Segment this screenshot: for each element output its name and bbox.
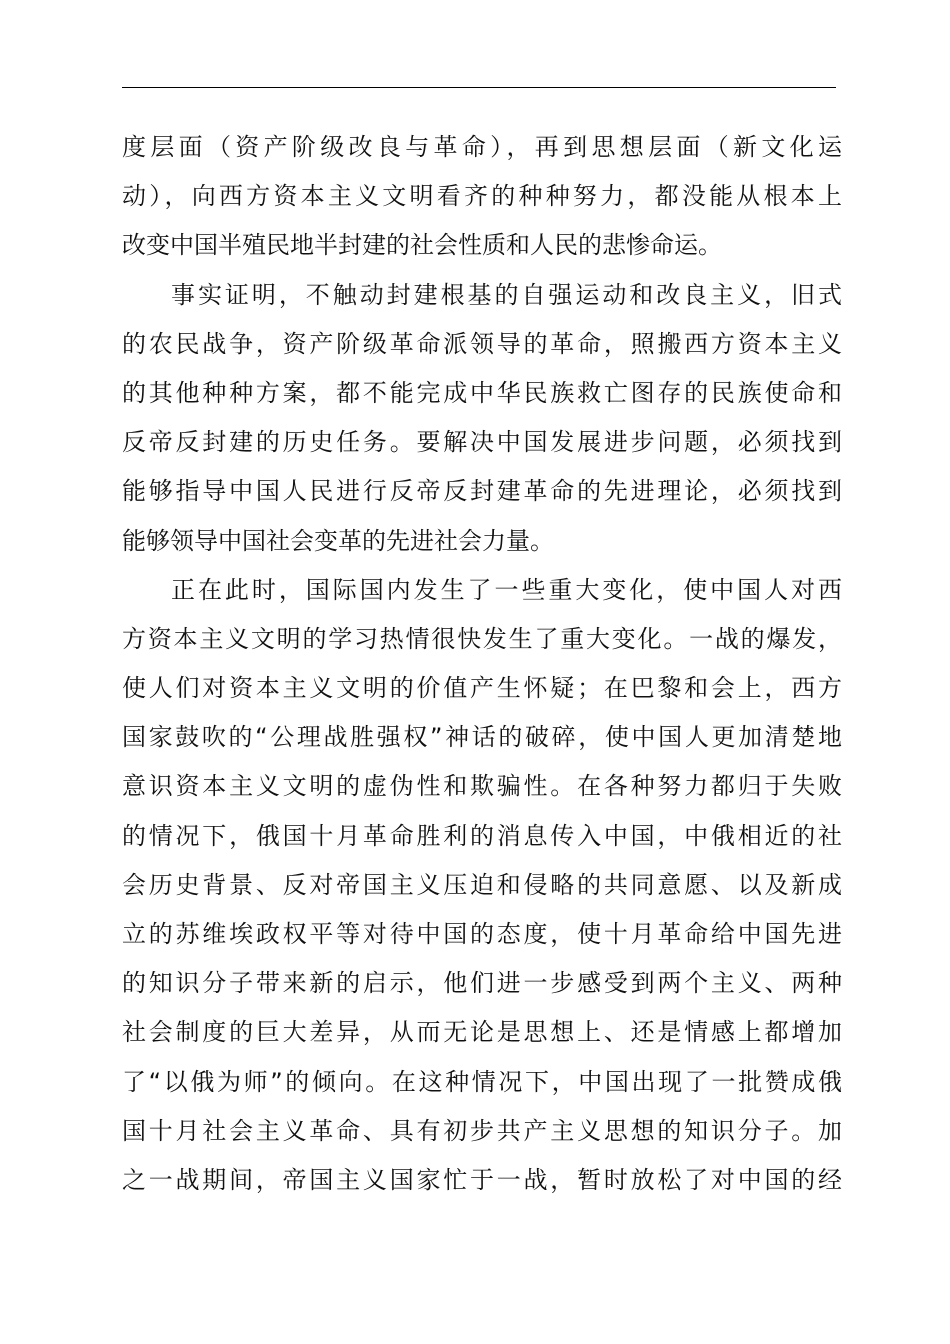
- text-line: 动），向西方资本主义文明看齐的种种努力，都没能从根本上: [122, 182, 842, 211]
- text-line: 使人们对资本主义文明的价值产生怀疑；在巴黎和会上，西方: [122, 674, 842, 703]
- paragraph-first-line: 正在此时，国际国内发生了一些重大变化，使中国人对西: [171, 575, 842, 604]
- text-line: 立的苏维埃政权平等对待中国的态度，使十月革命给中国先进: [122, 920, 842, 948]
- text-line: 反帝反封建的历史任务。要解决中国发展进步问题，必须找到: [122, 428, 842, 457]
- text-line: 能够领导中国社会变革的先进社会力量。: [122, 526, 554, 555]
- text-line: 能够指导中国人民进行反帝反封建革命的先进理论，必须找到: [122, 477, 842, 506]
- text-line: 了“以俄为师”的倾向。在这种情况下，中国出现了一批赞成俄: [122, 1067, 842, 1096]
- text-line: 的农民战争，资产阶级革命派领导的革命，照搬西方资本主义: [122, 329, 842, 358]
- paragraph-first-line: 事实证明，不触动封建根基的自强运动和改良主义，旧式: [171, 280, 842, 309]
- text-line: 方资本主义文明的学习热情很快发生了重大变化。一战的爆发，: [122, 624, 842, 653]
- body-text: [122, 123, 842, 1205]
- text-line: 会历史背景、反对帝国主义压迫和侵略的共同意愿、以及新成: [122, 870, 842, 899]
- text-line: 的其他种种方案，都不能完成中华民族救亡图存的民族使命和: [122, 378, 842, 407]
- text-line: 之一战期间，帝国主义国家忙于一战，暂时放松了对中国的经: [122, 1165, 842, 1194]
- text-line: 改变中国半殖民地半封建的社会性质和人民的悲惨命运。: [122, 231, 722, 260]
- text-line: 国十月社会主义革命、具有初步共产主义思想的知识分子。加: [122, 1116, 842, 1145]
- text-line: 社会制度的巨大差异，从而无论是思想上、还是情感上都增加: [122, 1018, 842, 1047]
- text-line: 度层面（资产阶级改良与革命），再到思想层面（新文化运: [122, 133, 842, 161]
- text-line: 国家鼓吹的“公理战胜强权”神话的破碎，使中国人更加清楚地: [122, 723, 842, 752]
- text-line: 的情况下，俄国十月革命胜利的消息传入中国，中俄相近的社: [122, 821, 842, 850]
- header-rule: [122, 87, 836, 88]
- text-line: 意识资本主义文明的虚伪性和欺骗性。在各种努力都归于失败: [122, 772, 842, 801]
- text-line: 的知识分子带来新的启示，他们进一步感受到两个主义、两种: [122, 969, 842, 998]
